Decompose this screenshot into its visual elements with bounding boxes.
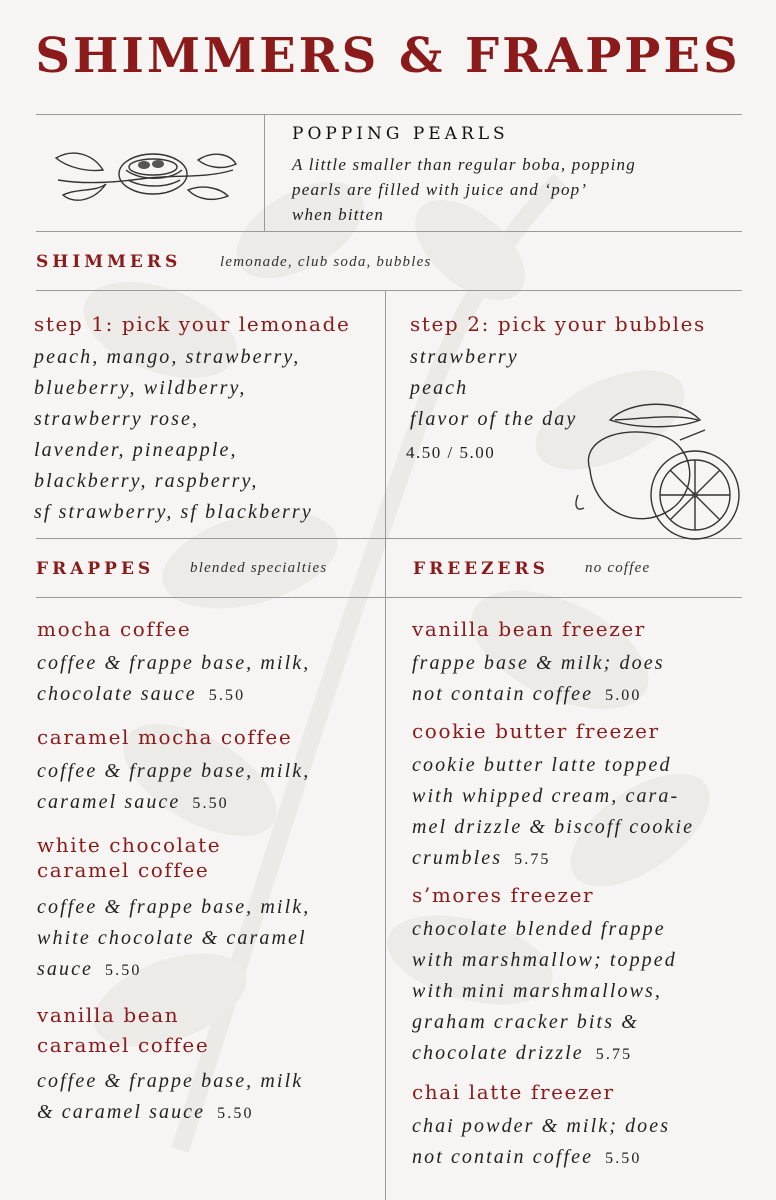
rule-center-divider (385, 290, 386, 1200)
item-desc-line: graham cracker bits & (412, 1011, 639, 1033)
lemonade-line: blackberry, raspberry, (34, 470, 259, 492)
shimmers-heading: SHIMMERS (36, 252, 182, 272)
item-desc-line: coffee & frappe base, milk, (37, 896, 311, 918)
item-desc-line (37, 954, 310, 986)
popping-pearls-heading: POPPING PEARLS (292, 124, 509, 144)
item-price: 5.50 (105, 962, 142, 979)
item-desc-line: mel drizzle & biscoff cookie (412, 816, 695, 838)
frappes-subtitle: blended specialties (190, 560, 328, 576)
item-desc-line: cookie butter latte topped (412, 754, 672, 776)
freezer-item-name (412, 719, 660, 744)
item-price: 5.75 (514, 851, 551, 868)
item-name-line: caramel coffee (37, 858, 210, 882)
step2-price: 4.50 / 5.00 (406, 443, 496, 462)
frappe-item-name (37, 725, 292, 750)
item-desc-line (37, 1097, 303, 1129)
item-price: 5.50 (605, 1150, 642, 1167)
bubbles-line: peach (410, 377, 469, 399)
freezer-item-description (412, 914, 677, 1070)
freezer-item-description (412, 1111, 670, 1174)
item-price: 5.75 (595, 1046, 633, 1063)
bubbles-line: flavor of the day (410, 408, 578, 430)
item-desc-line: with whipped cream, cara- (412, 785, 680, 807)
item-name-line: mocha coffee (37, 617, 192, 641)
item-desc-line: frappe base & milk; does (412, 652, 665, 674)
item-desc-text: not contain coffee (412, 1146, 594, 1168)
step2-heading: step 2: pick your bubbles (410, 312, 706, 336)
item-name-line: caramel coffee (37, 1033, 210, 1057)
description-line: when bitten (292, 205, 385, 224)
freezers-heading: FREEZERS (413, 559, 549, 579)
bird-nest-illustration (48, 140, 238, 212)
item-desc-line (37, 679, 310, 711)
item-price: 5.50 (192, 795, 229, 812)
item-name-line: s’mores freezer (412, 883, 595, 907)
item-name-line: cookie butter freezer (412, 719, 660, 743)
item-price: 5.50 (217, 1105, 254, 1122)
item-name-line: vanilla bean (37, 1003, 180, 1027)
freezer-item-description (412, 750, 694, 875)
item-desc-line (37, 787, 310, 819)
item-name-line: vanilla bean freezer (412, 617, 646, 641)
item-price: 5.50 (208, 687, 246, 704)
item-desc-line: chai powder & milk; does (412, 1115, 671, 1137)
step2-bubbles-list (410, 342, 577, 435)
freezer-item-name (412, 883, 594, 908)
item-desc-line: with marshmallow; topped (412, 949, 677, 971)
rule-after-sections-head (36, 597, 742, 598)
frappes-heading: FRAPPES (36, 559, 155, 579)
step1-heading: step 1: pick your lemonade (34, 312, 351, 336)
item-name-line: caramel mocha coffee (37, 725, 293, 749)
item-desc-line: coffee & frappe base, milk, (37, 760, 311, 782)
lemonade-line: sf strawberry, sf blackberry (34, 501, 313, 523)
rule-after-pearls (36, 231, 742, 232)
rule-top (36, 114, 742, 115)
lemonade-line: blueberry, wildberry, (34, 377, 247, 399)
freezer-item-description (412, 648, 665, 711)
frappe-item-description (37, 892, 310, 986)
lemonade-line: lavender, pineapple, (34, 439, 238, 461)
item-desc-line (412, 843, 694, 875)
page-title: SHIMMERS & FRAPPES (35, 28, 741, 84)
item-desc-text: not contain coffee (412, 683, 594, 705)
frappe-item-description (37, 756, 310, 819)
frappe-item-name (37, 1003, 209, 1058)
item-desc-line: white chocolate & caramel (37, 927, 307, 949)
rule-after-shimmers-head (36, 290, 742, 291)
lemonade-line: peach, mango, strawberry, (34, 346, 301, 368)
freezer-item-name (412, 617, 646, 642)
item-desc-line: coffee & frappe base, milk, (37, 652, 311, 674)
item-name-line: chai latte freezer (412, 1080, 615, 1104)
item-desc-line: with mini marshmallows, (412, 980, 662, 1002)
freezers-subtitle: no coffee (585, 560, 651, 576)
item-desc-line (412, 679, 665, 711)
item-desc-line (412, 1142, 670, 1174)
item-desc-text: caramel sauce (37, 791, 181, 813)
popping-pearls-description (292, 152, 712, 227)
frappe-item-description (37, 648, 310, 711)
rule-pearls-divider (264, 114, 265, 232)
item-desc-line (412, 1038, 677, 1070)
frappe-item-name (37, 833, 221, 883)
step1-lemonade-list (34, 342, 313, 528)
shimmers-subtitle: lemonade, club soda, bubbles (220, 254, 432, 270)
lemonade-line: strawberry rose, (34, 408, 200, 430)
item-desc-text: crumbles (412, 847, 503, 869)
item-desc-line: coffee & frappe base, milk (37, 1070, 304, 1092)
item-desc-text: & caramel sauce (37, 1101, 206, 1123)
frappe-item-name (37, 617, 191, 642)
item-desc-text: chocolate sauce (37, 683, 197, 705)
item-desc-line: chocolate blended frappe (412, 918, 666, 940)
item-price: 5.00 (605, 687, 642, 704)
item-desc-text: sauce (37, 958, 94, 980)
item-name-line: white chocolate (37, 833, 222, 857)
lemon-illustration (570, 400, 745, 540)
bubbles-line: strawberry (410, 346, 519, 368)
frappe-item-description (37, 1066, 303, 1129)
description-line: A little smaller than regular boba, popping (292, 155, 636, 174)
description-line: pearls are filled with juice and ‘pop’ (292, 180, 588, 199)
freezer-item-name (412, 1080, 615, 1105)
item-desc-text: chocolate drizzle (412, 1042, 584, 1064)
